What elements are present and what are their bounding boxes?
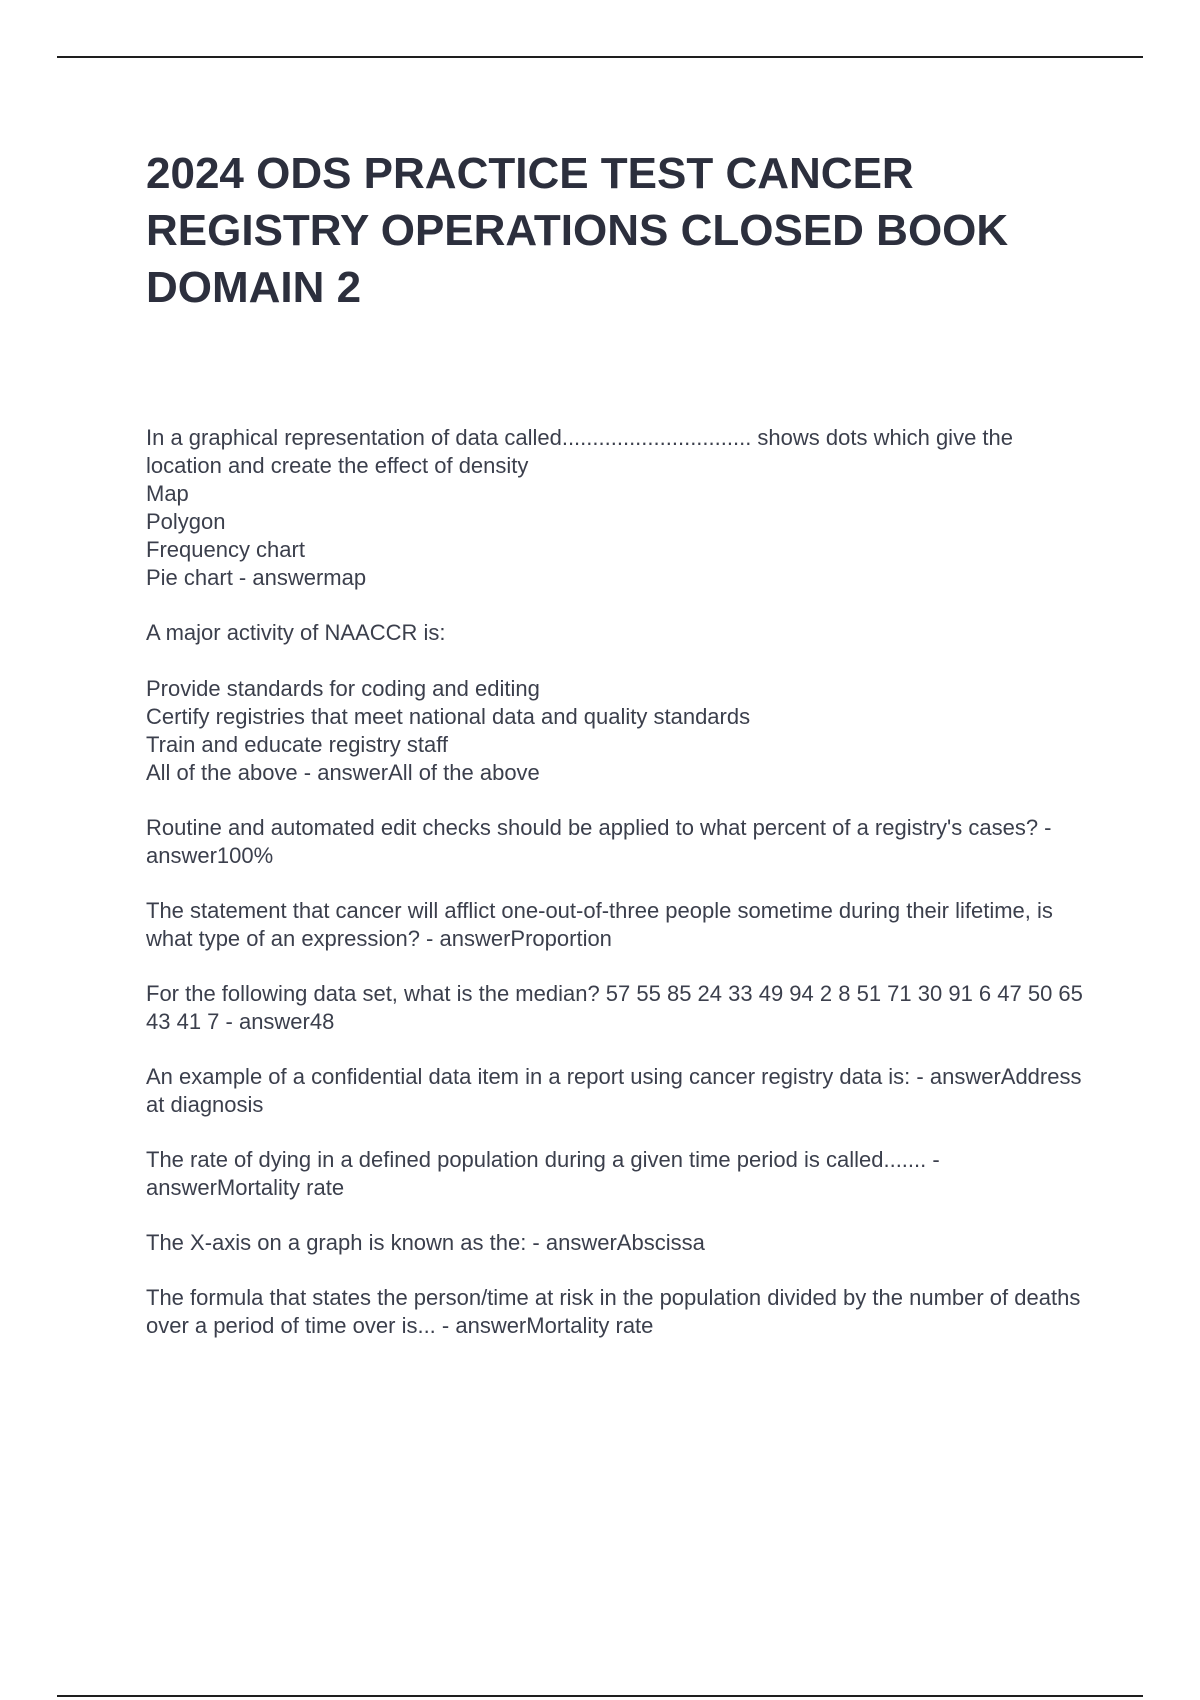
question-block xyxy=(146,1146,1086,1202)
question-block xyxy=(146,897,1086,953)
top-rule xyxy=(57,56,1143,58)
question-text: An example of a confidential data item in a report using cancer registry data is: - answerAddress at diagnosis xyxy=(146,1064,1082,1117)
question-line: Provide standards for coding and editing xyxy=(146,676,540,701)
blank-line xyxy=(146,647,1086,675)
question-block xyxy=(146,1229,1086,1257)
question-block xyxy=(146,980,1086,1036)
question-block xyxy=(146,619,1086,787)
question-block xyxy=(146,424,1086,592)
question-block xyxy=(146,814,1086,870)
question-line: Polygon xyxy=(146,509,226,534)
question-text: Routine and automated edit checks should be applied to what percent of a registry's cases? - answer100% xyxy=(146,815,1052,868)
question-block xyxy=(146,1284,1086,1340)
bottom-rule xyxy=(57,1695,1143,1697)
question-line: Pie chart - answermap xyxy=(146,565,367,590)
question-line: Frequency chart xyxy=(146,537,305,562)
question-list xyxy=(146,424,1086,1367)
question-text: For the following data set, what is the median? 57 55 85 24 33 49 94 2 8 51 71 30 91 6 47 50 65 43 41 7 - answer48 xyxy=(146,981,1083,1034)
question-line: All of the above - answerAll of the above xyxy=(146,760,540,785)
question-text: The rate of dying in a defined population during a given time period is called....... - answerMortality rate xyxy=(146,1147,940,1200)
question-text: In a graphical representation of data called............................... shows dots which give the location and create the effect of density xyxy=(146,425,1014,478)
question-line: Train and educate registry staff xyxy=(146,732,449,757)
question-text: A major activity of NAACCR is: xyxy=(146,620,446,645)
question-block xyxy=(146,1063,1086,1119)
page-title: 2024 ODS PRACTICE TEST CANCER REGISTRY OPERATIONS CLOSED BOOK DOMAIN 2 xyxy=(146,149,1009,312)
question-line: Map xyxy=(146,481,189,506)
question-text: The X-axis on a graph is known as the: - answerAbscissa xyxy=(146,1230,705,1255)
question-line: Certify registries that meet national data and quality standards xyxy=(146,704,751,729)
question-text: The formula that states the person/time at risk in the population divided by the number of deaths over a period of time over is... - answerMortality rate xyxy=(146,1285,1081,1338)
question-text: The statement that cancer will afflict one-out-of-three people sometime during their lifetime, is what type of an expression? - answerProportion xyxy=(146,898,1053,951)
